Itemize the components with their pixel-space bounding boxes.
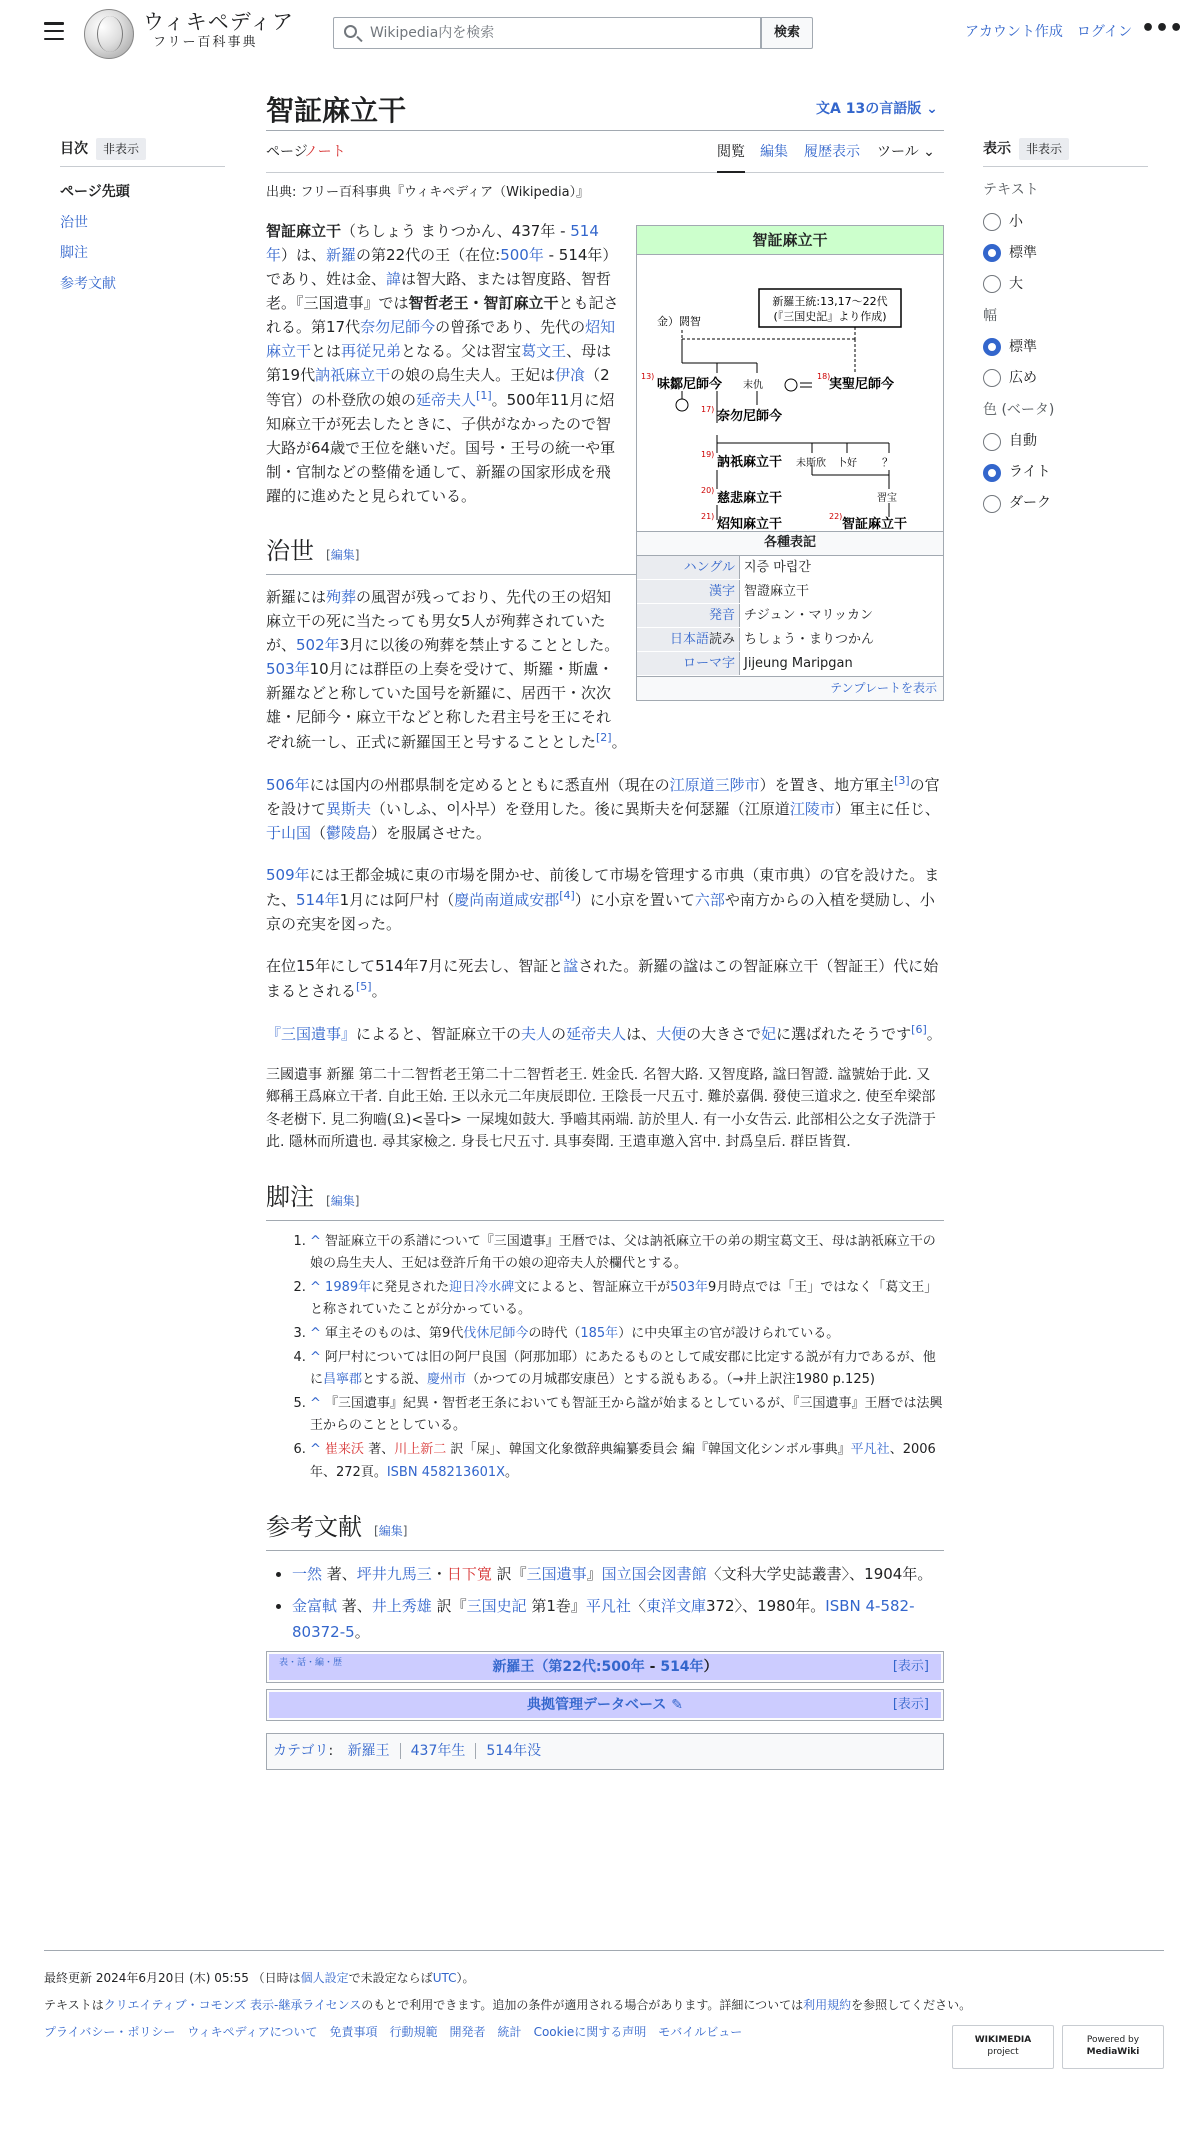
main-menu-icon[interactable]	[44, 22, 64, 40]
infobox-key[interactable]: 日本語読み	[637, 628, 739, 651]
edit-section-link[interactable]: 編集	[378, 1523, 403, 1538]
link[interactable]: 国立国会図書館	[601, 1564, 707, 1583]
page-tabs	[266, 141, 944, 173]
section-heading-reign: 治世 [編集]	[266, 534, 944, 575]
footnote: 5. ^ 『三国遺事』紀異・智哲老王条においても智証王から諡が始まるとしているが、『三国遺事』王暦では法興王からのこととしている。	[310, 1393, 944, 1437]
tab-read[interactable]: 閲覧	[717, 141, 745, 173]
svg-text:智証麻立干: 智証麻立干	[842, 517, 908, 531]
back-link[interactable]: ^	[310, 1279, 321, 1295]
toc-item-references[interactable]: 参考文献	[60, 275, 116, 292]
text-size-label: テキスト	[983, 182, 1039, 199]
svg-text:20): 20)	[701, 486, 715, 495]
link[interactable]: 三国史記	[466, 1596, 527, 1615]
footer-link[interactable]: ウィキペディアについて	[187, 2025, 318, 2040]
section-heading-references: 参考文献 [編集]	[266, 1510, 944, 1551]
infobox-value: 智證麻立干	[739, 580, 943, 603]
table-of-contents	[60, 138, 225, 303]
toc-item-reign[interactable]: 治世	[60, 214, 88, 231]
link[interactable]: 井上秀雄	[371, 1596, 432, 1615]
link[interactable]: 503年	[670, 1279, 709, 1295]
width-standard[interactable]: 標準	[983, 337, 1148, 357]
svg-text:21): 21)	[701, 512, 715, 521]
link[interactable]: 一然	[292, 1564, 323, 1583]
search-icon	[344, 25, 357, 38]
citation-link[interactable]: [5]	[356, 980, 372, 993]
more-options-icon[interactable]: •••	[1141, 16, 1184, 41]
infobox-value: Jijeung Maripgan	[739, 652, 943, 675]
color-dark[interactable]: ダーク	[983, 494, 1148, 514]
link[interactable]: 514年	[266, 222, 599, 264]
link[interactable]: 大便	[656, 1025, 687, 1043]
isbn-link[interactable]: ISBN 458213601X	[386, 1464, 506, 1480]
site-header	[0, 0, 1200, 64]
lead-paragraph: 智証麻立干（ちしょう まりつかん、437年 - 514年）は、新羅の第22代の王（在位:500年 - 514年）であり、姓は金、諱は智大路、または智度路、智哲老。『三国遺事』では智哲老王・智訂麻立干とも記される。第17代奈勿尼師今の曾孫であり、先代の炤知麻立干とは再従兄弟となる。父は習宝葛文王、母は第19代訥祇麻立干の娘の烏生夫人。王妃は伊飡（2等官）の朴登欣の娘の延帝夫人[1]。500年11月に炤知麻立干が死去したときに、子供がなかったので智大路が64歳で王位を継いだ。国号・王号の統一や軍制・官制などの整備を通して、新羅の国家形成を飛躍的に進めたと見られている。	[266, 222, 619, 505]
link[interactable]: 金富軾	[292, 1596, 338, 1615]
link[interactable]: 慶州市	[427, 1372, 467, 1388]
tab-edit[interactable]: 編集	[760, 144, 788, 160]
toc-title: 目次	[60, 141, 88, 157]
link[interactable]: 延帝夫人	[566, 1025, 627, 1043]
svg-text:末仇: 末仇	[743, 380, 763, 391]
toc-item-top[interactable]: ページ先頭	[60, 184, 130, 201]
link[interactable]: 炤知麻立干	[266, 318, 616, 360]
link[interactable]: 伐休尼師今	[463, 1325, 529, 1341]
svg-text:炤知麻立干: 炤知麻立干	[717, 517, 783, 531]
login-link[interactable]: ログイン	[1076, 24, 1133, 40]
link[interactable]: 鬱陵島	[326, 824, 372, 842]
link[interactable]: 509年	[266, 866, 310, 884]
navbox-show-toggle[interactable]: [表示]	[892, 1697, 929, 1713]
paragraph: 『三国遺事』によると、智証麻立干の夫人の延帝夫人は、大便の大きさで妃に選ばれたそうです[6]。	[266, 1023, 942, 1043]
paragraph: 506年には国内の州郡県制を定めるとともに悉直州（現在の江原道三陟市）を置き、地方軍主[3]の官を設けて異斯夫（いしふ、이사부）を登用した。後に異斯夫を何瑟羅（江原道江陵市）軍主に任じ、于山国（鬱陵島）を服属させた。	[266, 774, 940, 842]
link[interactable]: 江陵市	[789, 800, 835, 818]
link[interactable]: 平凡社	[850, 1442, 890, 1458]
link[interactable]: 506年	[266, 776, 310, 794]
appearance-panel	[983, 138, 1148, 525]
citation-link[interactable]: [4]	[559, 889, 575, 902]
wikipedia-globe-logo[interactable]	[84, 9, 134, 59]
category-bar: カテゴリ: 新羅王 437年生 514年没	[266, 1733, 944, 1769]
citation-link[interactable]: [6]	[911, 1023, 927, 1036]
toc-item-notes[interactable]: 脚注	[60, 245, 88, 262]
family-tree-chart	[637, 255, 943, 531]
footnote: 3. ^ 軍主そのものは、第9代伐休尼師今の時代（185年）に中央軍主の官が設けられている。	[310, 1323, 944, 1345]
link[interactable]: 葛文王	[521, 342, 567, 360]
navbox-title-link[interactable]: 典拠管理データベース	[527, 1697, 667, 1714]
redlink[interactable]: 川上新二	[394, 1442, 447, 1458]
link[interactable]: 新羅	[326, 246, 357, 264]
create-account-link[interactable]: アカウント作成	[965, 24, 1063, 40]
wordmark[interactable]: ウィキペディア	[143, 10, 295, 34]
svg-text:未斯欣: 未斯欣	[796, 458, 826, 469]
reference-item: • 金富軾 著、井上秀雄 訳『三国史記 第1巻』平凡社〈東洋文庫372〉、1980年。ISBN 4-582-80372-5。	[292, 1593, 944, 1646]
tagline: フリー百科事典	[153, 35, 258, 50]
citation-link[interactable]: [1]	[476, 389, 492, 402]
text-size-small[interactable]: 小	[983, 212, 1148, 232]
isbn-link[interactable]: ISBN 4-582-80372-5	[292, 1596, 915, 1642]
navbox-title-link[interactable]: 新羅王（第22代:	[492, 1659, 602, 1676]
navbox-authority-control	[266, 1689, 944, 1721]
search-input[interactable]	[333, 17, 761, 49]
paragraph: 509年には王都金城に東の市場を開かせ、前後して市場を管理する市典（東市典）の官を設けた。また、514年1月には阿尸村（慶尚南道咸安郡[4]）に小京を置いて六部や南方からの入植を奨励し、小京の充実を図った。	[266, 866, 940, 933]
link[interactable]: 三国遺事	[526, 1564, 587, 1583]
link[interactable]: 諱	[386, 270, 402, 288]
article-body	[266, 219, 944, 1770]
width-label: 幅	[983, 307, 997, 324]
infobox-subheader: 各種表記	[637, 531, 943, 556]
text-size-standard[interactable]: 標準	[983, 243, 1148, 263]
chevron-down-icon: ⌄	[926, 101, 938, 117]
link[interactable]: UTC	[432, 1971, 457, 1985]
svg-text:？: ？	[882, 456, 893, 469]
infobox-key[interactable]: 発音	[637, 604, 739, 627]
family-tree	[637, 255, 943, 531]
svg-text:13): 13)	[641, 372, 655, 381]
svg-text:習宝: 習宝	[877, 493, 897, 504]
page-title: 智証麻立干	[266, 94, 407, 127]
search-button[interactable]: 検索	[761, 17, 813, 49]
svg-text:17): 17)	[701, 405, 715, 414]
svg-text:訥祇麻立干: 訥祇麻立干	[717, 455, 783, 470]
citation-link[interactable]: [3]	[894, 774, 910, 787]
references-list	[292, 1561, 944, 1646]
color-label: 色 (ベータ)	[983, 402, 1055, 419]
svg-text:19): 19)	[701, 450, 715, 459]
navbox-show-toggle[interactable]: [表示]	[892, 1659, 929, 1675]
footnote: 1. ^ 智証麻立干の系譜について『三国遺事』王暦では、父は訥祇麻立干の弟の期宝葛文王、母は訥祇麻立干の娘の烏生夫人、王妃は登許斤角干の娘の迎帝夫人於欄代とする。	[310, 1231, 944, 1275]
license-link[interactable]: クリエイティブ・コモンズ 表示-継承ライセンス	[103, 1998, 362, 2013]
mediawiki-badge[interactable]: Powered by MediaWiki	[1062, 2025, 1164, 2069]
pencil-icon[interactable]: ✎	[671, 1697, 683, 1714]
footer-link[interactable]: 行動規範	[389, 2025, 438, 2040]
link[interactable]: 伊飡	[555, 366, 586, 384]
link[interactable]: 東洋文庫	[645, 1596, 706, 1615]
svg-text:金）閼智: 金）閼智	[657, 315, 701, 328]
paragraph: 新羅には殉葬の風習が残っており、先代の王の炤知麻立干の死に当たっても男女5人が殉葬されていたが、502年3月に以後の殉葬を禁止することとした。503年10月には群臣の上奏を受けて、斯羅・斯盧・新羅などと称していた国号を新羅に、居西干・次次雄・尼師今・麻立干などと称した君主号を王にそれぞれ統一し、正式に新羅国王と号することとした[2]。	[266, 588, 627, 751]
footer-link[interactable]: モバイルビュー	[658, 2025, 743, 2040]
footnote: 4. ^ 阿尸村については旧の阿尸良国（阿那加耶）にあたるものとして咸安郡に比定する説が有力であるが、他に昌寧郡とする説、慶州市（かつての月城郡安康邑）とする説もある。（→井上訳注1980 p.125)	[310, 1347, 944, 1391]
reference-item: • 一然 著、坪井九馬三・日下寛 訳『三国遺事』国立国会図書館〈文科大学史誌叢書〉、1904年。	[292, 1561, 944, 1587]
infobox-value: 지증 마립간	[739, 556, 943, 579]
infobox-key[interactable]: 漢字	[637, 580, 739, 603]
footer-link[interactable]: 統計	[497, 2025, 522, 2040]
navbox-silla-kings: 表・話・編・歴 新羅王（第22代:500年 - 514年） [表示]	[266, 1651, 944, 1683]
link[interactable]: 慶尚南道咸安郡	[454, 891, 560, 909]
link[interactable]: 江原道三陟市	[669, 776, 760, 794]
svg-text:卜好: 卜好	[837, 458, 857, 469]
edit-section-link[interactable]: 編集	[330, 548, 355, 562]
svg-text:奈勿尼師今: 奈勿尼師今	[717, 409, 783, 424]
link[interactable]: 妃	[761, 1025, 777, 1043]
appearance-title: 表示	[983, 141, 1011, 157]
toc-hide-button[interactable]: 非表示	[96, 138, 146, 160]
footer-link[interactable]: 開発者	[449, 2025, 486, 2040]
paragraph: 在位15年にして514年7月に死去し、智証と諡された。新羅の諡はこの智証麻立干（智証王）代に始まるとされる[5]。	[266, 957, 939, 1000]
link[interactable]: 185年	[580, 1325, 619, 1341]
infobox-row	[637, 652, 943, 676]
infobox-value: ちしょう・まりつかん	[739, 628, 943, 651]
link[interactable]: 異斯夫	[326, 800, 372, 818]
svg-text:22): 22)	[829, 512, 843, 521]
infobox	[636, 225, 944, 701]
link[interactable]: 迎日冷水碑	[449, 1279, 515, 1295]
footer-link[interactable]: 免責事項	[329, 2025, 378, 2040]
link[interactable]: 再従兄弟	[341, 342, 402, 360]
navbox-vte-links[interactable]: 表・話・編・歴	[279, 1658, 343, 1669]
last-modified: 最終更新 2024年6月20日 (木) 05:55 （日時は個人設定で未設定ならばUTC）。	[44, 1971, 475, 1985]
link[interactable]: 『三国遺事』	[266, 1025, 357, 1043]
link[interactable]: 夫人	[521, 1025, 552, 1043]
redlink[interactable]: 崔来沃	[325, 1442, 365, 1458]
footnote: 6. ^ 崔来沃 著、川上新二 訳「屎」、韓国文化象徴辞典編纂委員会 編『韓国文化シンボル事典』平凡社、2006年、272頁。ISBN 458213601X。	[310, 1439, 944, 1483]
footnote: 2. ^ 1989年に発見された迎日冷水碑文によると、智証麻立干が503年9月時点では「王」ではなく「葛文王」と称されていたことが分かっている。	[310, 1277, 944, 1321]
infobox-value: チジュン・マリッカン	[739, 604, 943, 627]
link[interactable]: 延帝夫人	[416, 391, 477, 409]
source-line: 出典: フリー百科事典『ウィキペディア（Wikipedia）』	[266, 185, 590, 200]
svg-text:新羅王統:13,17〜22代: 新羅王統:13,17〜22代	[772, 295, 888, 308]
infobox-title: 智証麻立干	[637, 226, 943, 255]
link[interactable]: 于山国	[266, 824, 312, 842]
edit-section-link[interactable]: 編集	[330, 1193, 355, 1208]
appearance-hide-button[interactable]: 非表示	[1019, 138, 1069, 160]
back-link[interactable]: ^	[310, 1442, 321, 1458]
back-link[interactable]: ^	[310, 1350, 321, 1366]
section-heading-notes: 脚注 [編集]	[266, 1180, 944, 1221]
tab-talk[interactable]: ノート	[304, 144, 346, 160]
infobox-row	[637, 604, 943, 628]
tab-page[interactable]: ページ	[266, 144, 308, 160]
link[interactable]: 殉葬	[326, 588, 357, 606]
infobox-row	[637, 556, 943, 580]
link[interactable]: 平凡社	[585, 1596, 631, 1615]
citation-link[interactable]: [2]	[596, 731, 612, 744]
category-link[interactable]: 514年没	[486, 1743, 542, 1760]
show-template-link[interactable]: テンプレートを表示	[637, 676, 943, 700]
redlink[interactable]: 日下寛	[446, 1564, 492, 1583]
svg-text:実聖尼師今: 実聖尼師今	[829, 377, 895, 392]
link[interactable]: 訥祇麻立干	[315, 366, 391, 384]
color-auto[interactable]: 自動	[983, 432, 1148, 452]
link[interactable]: 諡	[563, 957, 579, 975]
link[interactable]: 503年	[266, 660, 310, 678]
terms-link[interactable]: 利用規約	[803, 1998, 852, 2013]
footer-link[interactable]: Cookieに関する声明	[533, 2025, 647, 2040]
wikimedia-badge[interactable]: WIKIMEDIA project	[952, 2025, 1054, 2069]
back-link[interactable]: ^	[310, 1233, 321, 1249]
infobox-row	[637, 580, 943, 604]
svg-text:慈悲麻立干: 慈悲麻立干	[717, 491, 783, 506]
link[interactable]: 1989年	[325, 1279, 372, 1295]
svg-text:(『三国史記』より作成): (『三国史記』より作成)	[773, 310, 887, 323]
tab-tools[interactable]: ツール ⌄	[877, 144, 935, 160]
link[interactable]: 500年	[500, 246, 544, 264]
link[interactable]: 個人設定	[300, 1971, 349, 1985]
infobox-key[interactable]: ローマ字	[637, 652, 739, 675]
link[interactable]: 坪井九馬三	[356, 1564, 432, 1583]
link[interactable]: 514年	[296, 891, 340, 909]
link[interactable]: 514年	[660, 1659, 704, 1676]
classical-text: 三國遺事 新羅 第二十二智哲老王第二十二智哲老王. 姓金氏. 名智大路. 又智度路, 諡曰智證. 諡號始于此. 又鄉稱王爲麻立干者. 自此王始. 王以永元二年庚辰即位. 王陰長一尺五寸. 難於嘉偶. 發使三道求之. 使至牟梁部冬老樹下. 見二狗嚙(요)<몰다> 一屎塊如鼓大. 爭嚙其兩端. 訪於里人. 有一小女告云. 此部相公之女子洗滸于此. 隱林而所遺也. 尋其家檢之. 身長七尺五寸. 具事奏聞. 王遣車邀入宮中. 封爲皇后. 群臣皆賀.	[266, 1067, 936, 1151]
link[interactable]: 502年	[296, 636, 340, 654]
category-link[interactable]: 新羅王	[347, 1743, 390, 1760]
license-notice: テキストはクリエイティブ・コモンズ 表示-継承ライセンスのもとで利用できます。追加の条件が適用される場合があります。詳細については利用規約を参照してください。	[44, 1998, 972, 2013]
color-light[interactable]: ライト	[983, 463, 1148, 483]
text-size-large[interactable]: 大	[983, 274, 1148, 294]
link[interactable]: 500年	[601, 1659, 645, 1676]
back-link[interactable]: ^	[310, 1396, 321, 1412]
categories-link[interactable]: カテゴリ	[273, 1743, 329, 1760]
category-link[interactable]: 437年生	[410, 1743, 466, 1760]
footnotes-list	[310, 1231, 944, 1484]
search-placeholder: Wikipedia内を検索	[370, 25, 495, 41]
link[interactable]: 昌寧郡	[323, 1372, 363, 1388]
infobox-row	[637, 628, 943, 652]
infobox-key[interactable]: ハングル	[637, 556, 739, 579]
link[interactable]: 奈勿尼師今	[360, 318, 436, 336]
back-link[interactable]: ^	[310, 1325, 321, 1341]
svg-text:18): 18)	[817, 372, 831, 381]
width-wide[interactable]: 広め	[983, 368, 1148, 388]
language-button[interactable]: 文A 13の言語版 ⌄	[816, 101, 938, 117]
footer-link[interactable]: プライバシー・ポリシー	[44, 2025, 176, 2040]
tab-history[interactable]: 履歴表示	[804, 144, 860, 160]
svg-text:味鄒尼師今: 味鄒尼師今	[657, 377, 723, 392]
link[interactable]: 六部	[694, 891, 725, 909]
translate-icon: 文A	[816, 101, 846, 117]
